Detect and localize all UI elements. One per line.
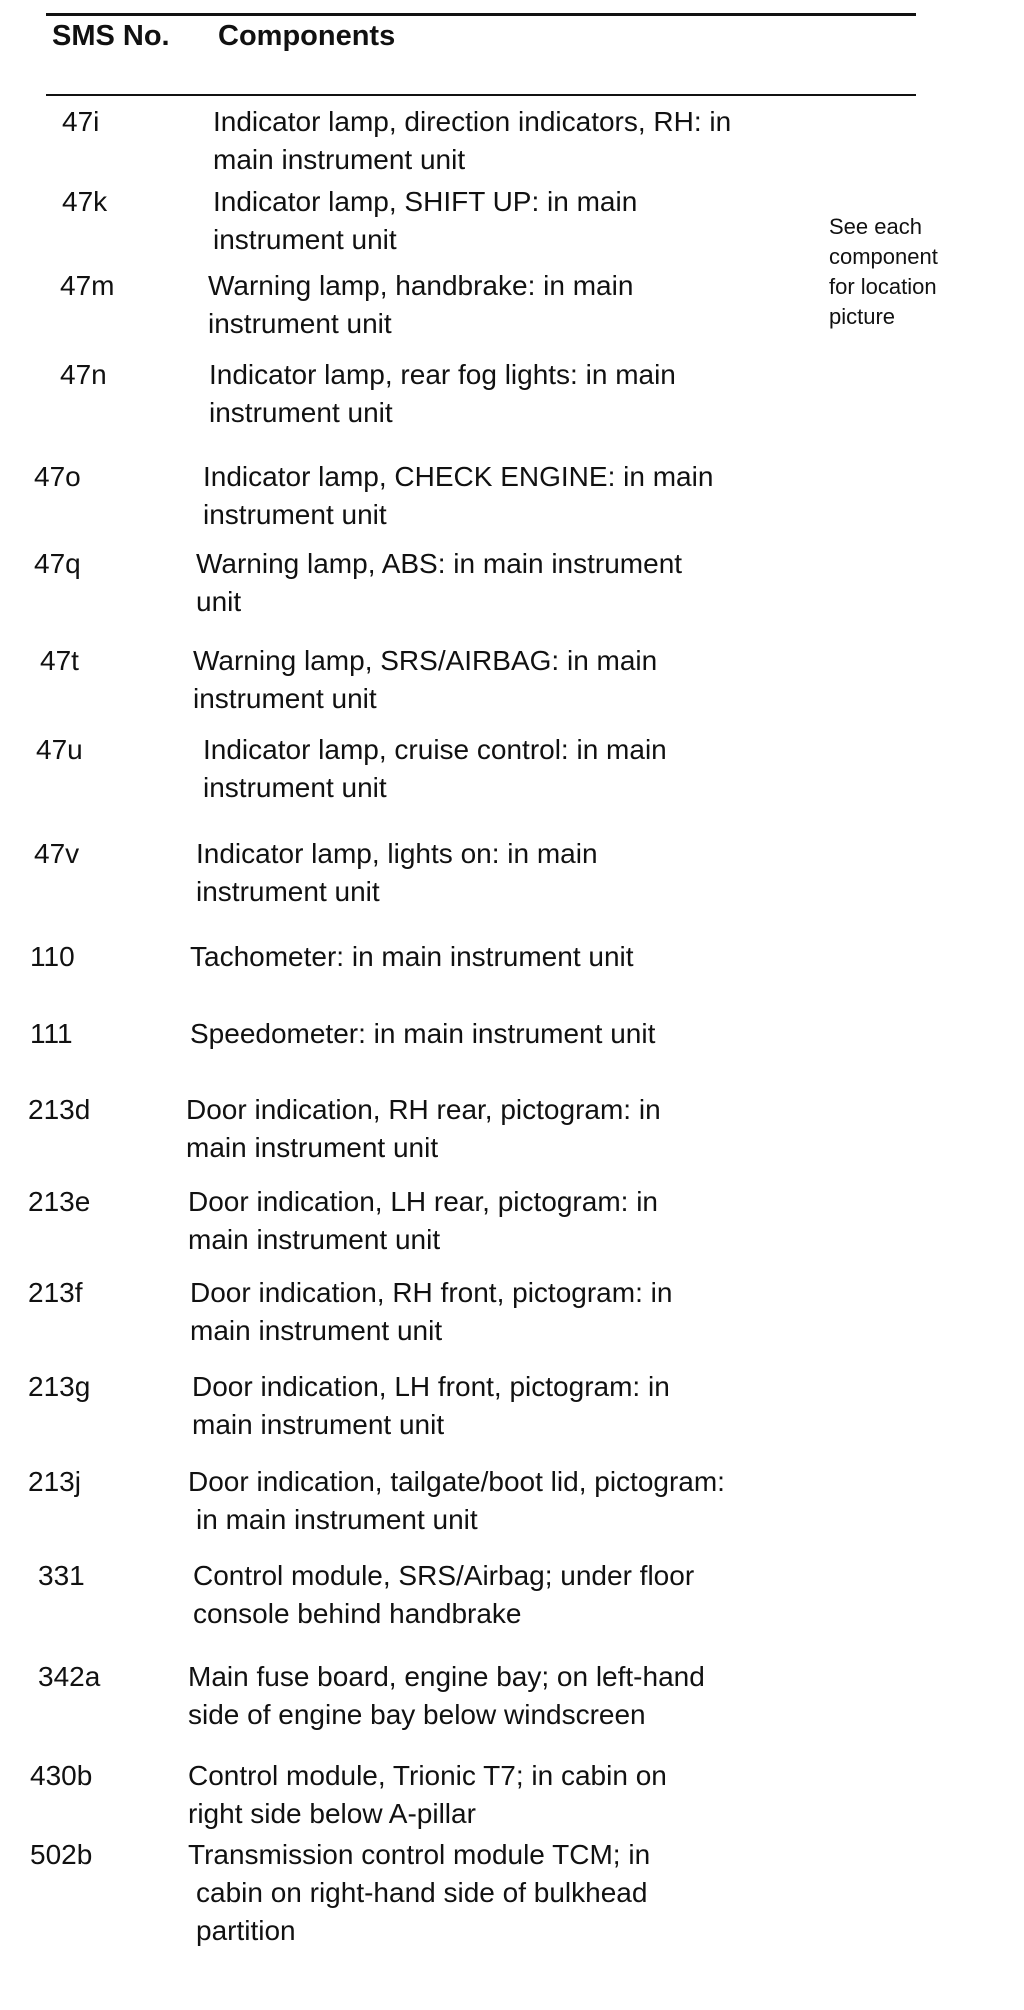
description-line: right side below A-pillar <box>188 1798 476 1829</box>
component-description <box>213 183 853 259</box>
component-description <box>186 1091 826 1167</box>
sms-number: 213j <box>28 1466 81 1497</box>
description-line: Indicator lamp, CHECK ENGINE: in main <box>203 461 714 492</box>
component-description <box>190 1015 830 1053</box>
description-line: instrument unit <box>209 397 393 428</box>
component-description <box>209 356 849 432</box>
sms-number: 47m <box>60 270 115 301</box>
component-description <box>196 835 836 911</box>
description-line: Door indication, RH front, pictogram: in <box>190 1277 673 1308</box>
sms-number: 111 <box>30 1018 73 1049</box>
sms-number: 342a <box>38 1661 101 1692</box>
description-line: unit <box>196 586 242 617</box>
sms-number: 47t <box>40 645 79 676</box>
description-line: console behind handbrake <box>193 1598 522 1629</box>
description-line: cabin on right-hand side of bulkhead <box>196 1877 648 1908</box>
side-note-line: component <box>829 244 938 269</box>
description-line: main instrument unit <box>188 1224 441 1255</box>
side-note-line: for location <box>829 274 937 299</box>
description-line: main instrument unit <box>192 1409 445 1440</box>
component-description <box>190 1274 830 1350</box>
description-line: Indicator lamp, SHIFT UP: in main <box>213 186 638 217</box>
component-description <box>188 1757 828 1833</box>
description-line: Indicator lamp, cruise control: in main <box>203 734 667 765</box>
component-description <box>188 1463 828 1539</box>
description-line: main instrument unit <box>190 1315 443 1346</box>
description-line: instrument unit <box>213 224 397 255</box>
column-header-sms: SMS No. <box>52 20 170 52</box>
component-description <box>203 458 843 534</box>
description-line: Main fuse board, engine bay; on left-hand <box>188 1661 705 1692</box>
description-line: Indicator lamp, direction indicators, RH: in <box>213 106 732 137</box>
description-line: Door indication, tailgate/boot lid, pictogram: <box>188 1466 725 1497</box>
sms-number: 47i <box>62 106 100 137</box>
description-line: main instrument unit <box>186 1132 439 1163</box>
description-line: side of engine bay below windscreen <box>188 1699 646 1730</box>
description-line: main instrument unit <box>213 144 466 175</box>
side-note-line: See each <box>829 214 922 239</box>
sms-number: 47u <box>36 734 83 765</box>
description-line: instrument unit <box>203 499 387 530</box>
component-description <box>193 1557 833 1633</box>
description-line: instrument unit <box>203 772 387 803</box>
component-description <box>188 1183 828 1259</box>
description-line: Door indication, LH rear, pictogram: in <box>188 1186 658 1217</box>
description-line: Control module, Trionic T7; in cabin on <box>188 1760 667 1791</box>
sms-number: 502b <box>30 1839 93 1870</box>
sms-number: 110 <box>30 941 75 972</box>
component-description <box>196 545 836 621</box>
side-note <box>829 212 989 332</box>
component-description <box>203 731 843 807</box>
component-description <box>188 1836 828 1950</box>
sms-number: 331 <box>38 1560 85 1591</box>
component-description <box>213 103 853 179</box>
description-line: Speedometer: in main instrument unit <box>190 1018 656 1049</box>
component-description <box>193 642 833 718</box>
description-line: instrument unit <box>196 876 380 907</box>
description-line: partition <box>196 1915 296 1946</box>
sms-number: 47q <box>34 548 81 579</box>
component-description <box>208 267 848 343</box>
description-line: Transmission control module TCM; in <box>188 1839 651 1870</box>
description-line: in main instrument unit <box>196 1504 478 1535</box>
description-line: Indicator lamp, lights on: in main <box>196 838 598 869</box>
component-description <box>188 1658 828 1734</box>
description-line: instrument unit <box>193 683 377 714</box>
sms-number: 47v <box>34 838 80 869</box>
description-line: instrument unit <box>208 308 392 339</box>
sms-number: 47k <box>62 186 108 217</box>
description-line: Control module, SRS/Airbag; under floor <box>193 1560 695 1591</box>
description-line: Door indication, LH front, pictogram: in <box>192 1371 670 1402</box>
table-top-rule <box>46 13 916 16</box>
sms-number: 47n <box>60 359 107 390</box>
sms-number: 213d <box>28 1094 91 1125</box>
description-line: Tachometer: in main instrument unit <box>190 941 634 972</box>
component-description <box>192 1368 832 1444</box>
component-description <box>190 938 830 976</box>
side-note-line: picture <box>829 304 896 329</box>
description-line: Door indication, RH rear, pictogram: in <box>186 1094 661 1125</box>
sms-number: 213f <box>28 1277 83 1308</box>
table-header-rule <box>46 94 916 96</box>
description-line: Warning lamp, ABS: in main instrument <box>196 548 683 579</box>
sms-number: 213g <box>28 1371 91 1402</box>
description-line: Warning lamp, SRS/AIRBAG: in main <box>193 645 658 676</box>
sms-number: 47o <box>34 461 81 492</box>
description-line: Indicator lamp, rear fog lights: in main <box>209 359 676 390</box>
description-line: Warning lamp, handbrake: in main <box>208 270 634 301</box>
sms-number: 213e <box>28 1186 91 1217</box>
sms-number: 430b <box>30 1760 93 1791</box>
column-header-components: Components <box>218 20 396 52</box>
